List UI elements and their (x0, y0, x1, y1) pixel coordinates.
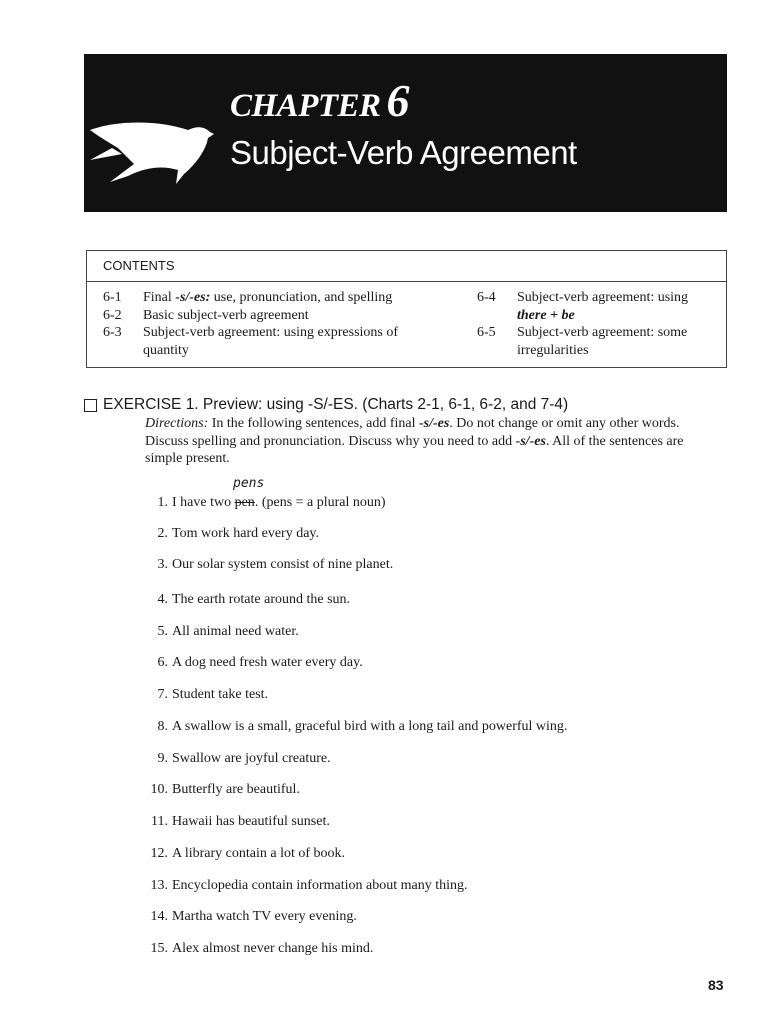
sentence-number: 3. (157, 557, 168, 572)
list-item (138, 624, 299, 640)
sentence-number: 12. (150, 846, 168, 861)
contents-heading: CONTENTS (87, 251, 726, 282)
sentence-number: 10. (150, 782, 168, 797)
sentence-text: A library contain a lot of book. (172, 846, 346, 861)
sentence-number: 2. (157, 526, 168, 541)
contents-item-text: Subject-verb agreement: using there + be (517, 290, 689, 323)
list-item (138, 592, 350, 608)
sentence-number: 1. (157, 495, 168, 510)
sentence-text: Tom work hard every day. (172, 526, 320, 541)
list-item (138, 782, 300, 798)
chapter-label: CHAPTER (230, 88, 381, 124)
sentence-number: 14. (150, 909, 168, 924)
contents-item-number: 6-1 (103, 290, 122, 305)
sentence-text: Hawaii has beautiful sunset. (172, 814, 330, 829)
contents-item-number: 6-2 (103, 307, 122, 323)
list-item (138, 557, 393, 573)
page-number: 83 (708, 977, 724, 993)
handwritten-correction: pens (233, 476, 265, 491)
sentence-number: 11. (151, 814, 168, 829)
sentence-text: All animal need water. (172, 624, 299, 639)
sentence-text: Student take test. (172, 687, 269, 702)
list-item (138, 878, 467, 894)
contents-item-number: 6-3 (103, 325, 122, 340)
list-item (138, 687, 268, 703)
directions-label: Directions: (145, 416, 209, 431)
sentence-number: 13. (150, 878, 168, 893)
sentence-text: Martha watch TV every evening. (172, 909, 357, 924)
sentence-text: Encyclopedia contain information about many thing. (172, 878, 468, 893)
list-item (138, 941, 373, 957)
sentence-text: Alex almost never change his mind. (172, 941, 374, 956)
list-item (138, 909, 357, 925)
exercise-title: EXERCISE 1. Preview: using -S/-ES. (Charts 2-1, 6-1, 6-2, and 7-4) (103, 396, 569, 413)
contents-item-number: 6-4 (477, 290, 496, 305)
contents-item-text: Subject-verb agreement: some irregularities (517, 325, 688, 358)
contents-item-text: Subject-verb agreement: using expressions of quantity (143, 325, 399, 358)
sentence-number: 9. (157, 751, 168, 766)
list-item (138, 751, 331, 767)
list-item (138, 846, 345, 862)
chapter-title: Subject-Verb Agreement (230, 134, 577, 171)
sentence-number: 6. (157, 655, 168, 670)
sentence-text: A dog need fresh water every day. (172, 655, 363, 670)
sentence-number: 7. (157, 687, 168, 702)
contents-item-number: 6-5 (477, 325, 496, 340)
sentence-text: I have two pen. (pens = a plural noun) (172, 495, 386, 510)
sentence-number: 8. (157, 719, 168, 734)
list-item (138, 655, 363, 671)
sentence-text: The earth rotate around the sun. (172, 592, 351, 607)
sentence-text: A swallow is a small, graceful bird with a long tail and powerful wing. (172, 719, 568, 734)
sentence-number: 15. (150, 941, 168, 956)
chapter-number: 6 (386, 75, 410, 126)
list-item (138, 526, 319, 542)
sentence-text: Our solar system consist of nine planet. (172, 557, 394, 572)
contents-item-text: Final -s/-es: use, pronunciation, and spelling (143, 290, 393, 305)
sentence-number: 5. (157, 624, 168, 639)
sentence-text: Butterfly are beautiful. (172, 782, 300, 797)
list-item (138, 814, 330, 830)
sentence-text: Swallow are joyful creature. (172, 751, 331, 766)
list-item (138, 719, 567, 735)
sentence-number: 4. (157, 592, 168, 607)
contents-item-text: Basic subject-verb agreement (143, 307, 309, 323)
exercise-directions: Directions: In the following sentences, add final -s/-es. Do not change or omit any other words. Discuss spelling and pronunciation. Discuss why you need to add -s/-es. All of the sentences are simple present. (145, 416, 684, 466)
list-item (138, 495, 386, 511)
